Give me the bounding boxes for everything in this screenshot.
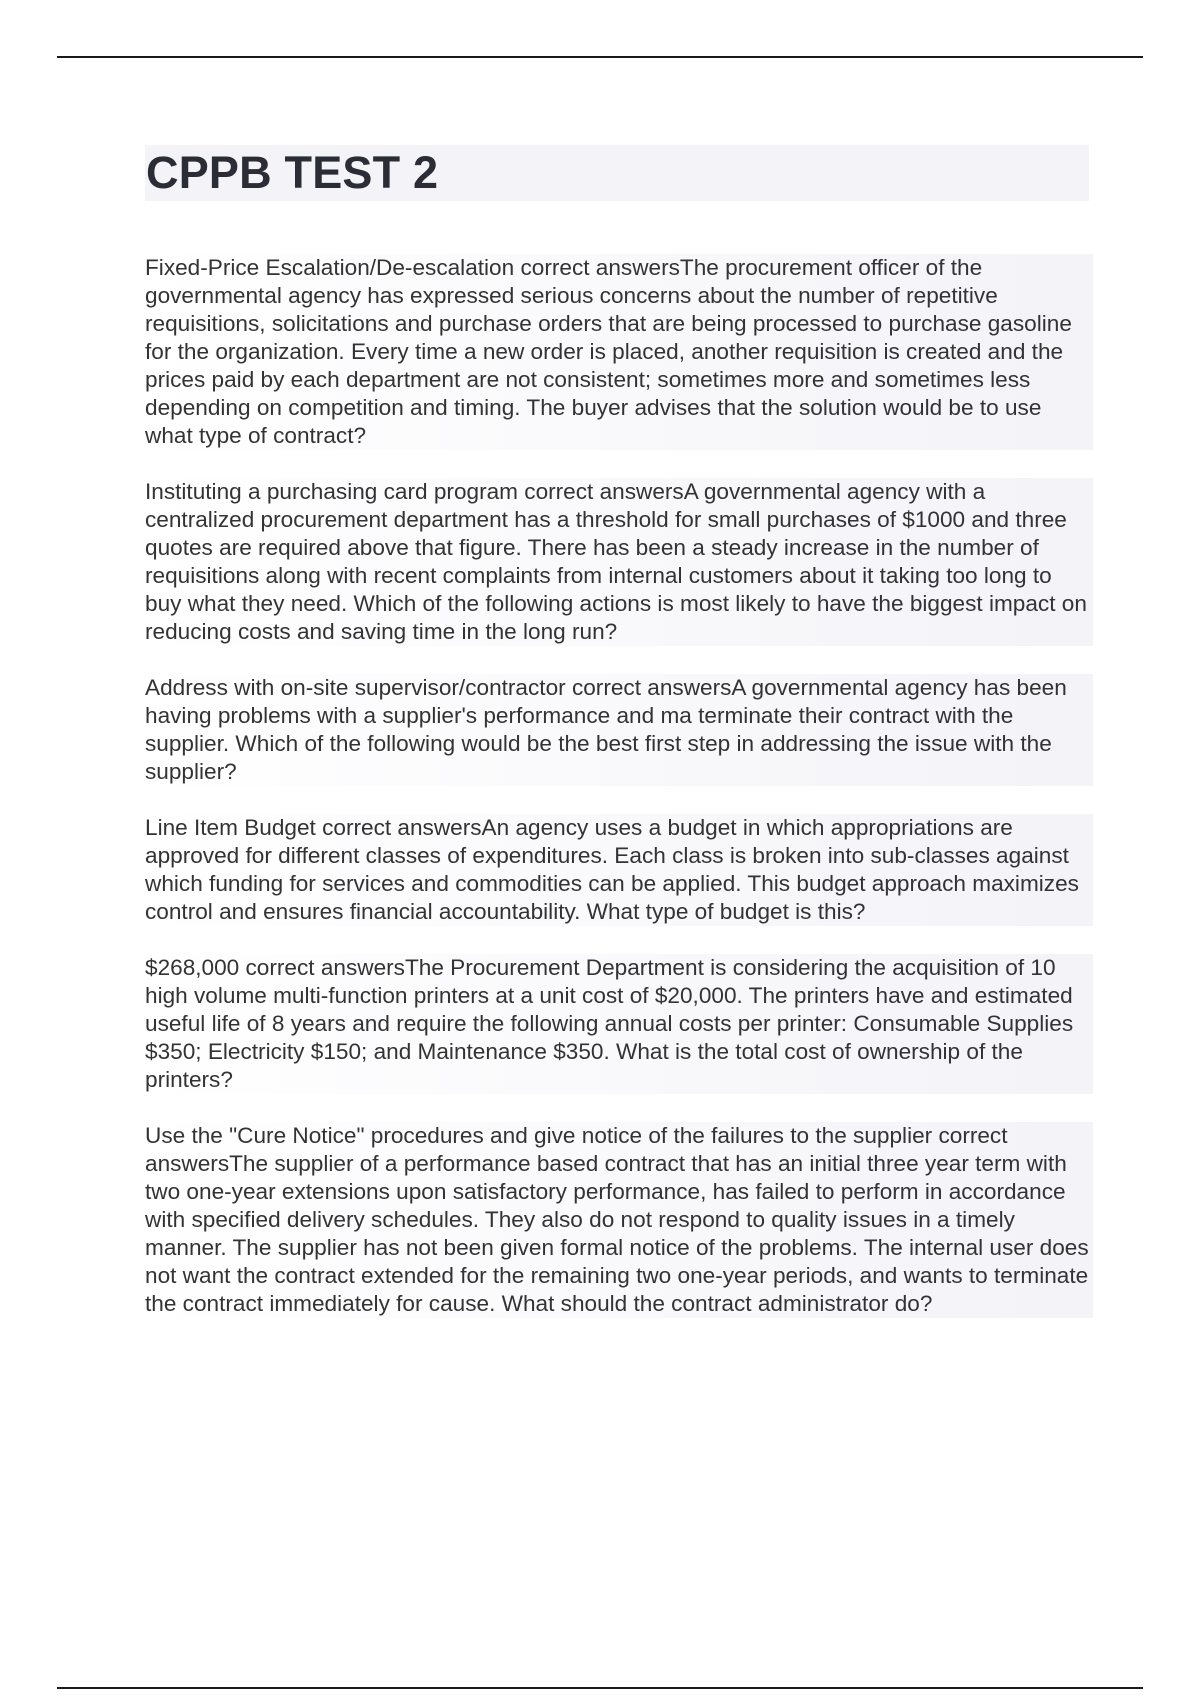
top-divider	[57, 56, 1143, 58]
qa-item-4: Line Item Budget correct answersAn agency uses a budget in which appropriations are approved for different classes of expenditures. Each class is broken into sub-classes against which funding for services and commodities can be applied. This budget approach maximizes control and ensures financial accountability. What type of budget is this?	[145, 814, 1093, 926]
question-list	[145, 254, 1093, 1346]
qa-item-3: Address with on-site supervisor/contractor correct answersA governmental agency has been having problems with a supplier's performance and ma terminate their contract with the supplier. Which of the following would be the best first step in addressing the issue with the supplier?	[145, 674, 1093, 786]
bottom-divider	[57, 1687, 1143, 1689]
qa-item-2: Instituting a purchasing card program correct answersA governmental agency with a centralized procurement department has a threshold for small purchases of $1000 and three quotes are required above that figure. There has been a steady increase in the number of requisitions along with recent complaints from internal customers about it taking too long to buy what they need. Which of the following actions is most likely to have the biggest impact on reducing costs and saving time in the long run?	[145, 478, 1093, 646]
qa-item-1: Fixed-Price Escalation/De-escalation correct answersThe procurement officer of the governmental agency has expressed serious concerns about the number of repetitive requisitions, solicitations and purchase orders that are being processed to purchase gasoline for the organization. Every time a new order is placed, another requisition is created and the prices paid by each department are not consistent; sometimes more and sometimes less depending on competition and timing. The buyer advises that the solution would be to use what type of contract?	[145, 254, 1093, 450]
page-title: CPPB TEST 2	[146, 147, 439, 198]
qa-item-5: $268,000 correct answersThe Procurement Department is considering the acquisition of 10 high volume multi-function printers at a unit cost of $20,000. The printers have and estimated useful life of 8 years and require the following annual costs per printer: Consumable Supplies $350; Electricity $150; and Maintenance $350. What is the total cost of ownership of the printers?	[145, 954, 1093, 1094]
qa-item-6: Use the "Cure Notice" procedures and give notice of the failures to the supplier correct answersThe supplier of a performance based contract that has an initial three year term with two one-year extensions upon satisfactory performance, has failed to perform in accordance with specified delivery schedules. They also do not respond to quality issues in a timely manner. The supplier has not been given formal notice of the problems. The internal user does not want the contract extended for the remaining two one-year periods, and wants to terminate the contract immediately for cause. What should the contract administrator do?	[145, 1122, 1093, 1318]
